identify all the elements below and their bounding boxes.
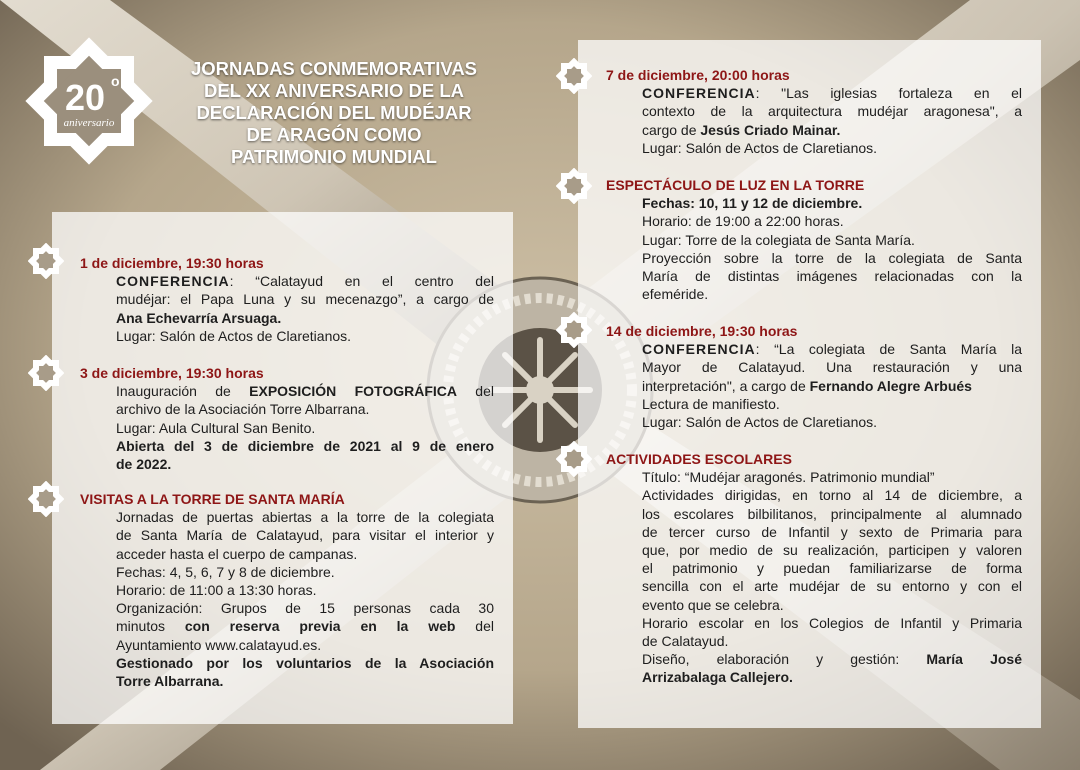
conference-label: CONFERENCIA	[116, 273, 230, 290]
event-5	[606, 176, 1022, 303]
event-3	[80, 490, 494, 690]
event-7	[606, 450, 1022, 687]
star-icon	[556, 312, 592, 348]
designer-name: Arrizabalaga Callejero.	[642, 669, 793, 686]
text-fragment: minutos	[116, 618, 185, 635]
event-line: de tercer curso de Infantil y sexto de Primaria para	[642, 523, 1022, 540]
event-line: Ayuntamiento www.calatayud.es.	[116, 636, 322, 653]
event-line: María de distintas imágenes relacionadas con la	[642, 268, 1022, 285]
event-title: ESPECTÁCULO DE LUZ EN LA TORRE	[606, 177, 865, 193]
star-icon	[28, 355, 64, 391]
event-line	[642, 84, 1022, 102]
event-dates: Abierta del 3 de diciembre de 2021 al 9 de enero	[116, 437, 494, 454]
event-line: Gestionado por los voluntarios de la Asociación	[116, 654, 494, 671]
event-title: 14 de diciembre, 19:30 horas	[606, 323, 798, 339]
logo-number: 20	[64, 77, 106, 118]
event-1	[80, 254, 494, 345]
event-dates: Fechas: 4, 5, 6, 7 y 8 de diciembre.	[116, 563, 335, 580]
event-place: Lugar: Salón de Actos de Claretianos.	[642, 414, 878, 431]
event-line	[642, 650, 1022, 668]
conference-title: : “La colegiata de Santa María la	[755, 341, 1022, 358]
text-fragment: Inauguración de	[116, 383, 250, 400]
event-place: Lugar: Aula Cultural San Benito.	[116, 419, 316, 436]
event-line	[642, 340, 1022, 358]
title-line: DE ARAGÓN COMO	[246, 124, 422, 145]
anniversary-logo	[24, 36, 154, 166]
event-title: 7 de diciembre, 20:00 horas	[606, 67, 790, 83]
event-6	[606, 322, 1022, 431]
title-line: DEL XX ANIVERSARIO DE LA	[203, 80, 465, 101]
star-icon	[28, 481, 64, 517]
event-line: sencilla con el arte mudéjar de su entorno y con el	[642, 578, 1022, 595]
event-place: Lugar: Salón de Actos de Claretianos.	[642, 139, 878, 156]
title-line: DECLARACIÓN DEL MUDÉJAR	[196, 102, 472, 123]
page-title	[150, 58, 518, 168]
event-line: Mayor de Calatayud. Una restauración y una	[642, 359, 1022, 376]
event-line	[116, 272, 494, 290]
event-dates: de 2022.	[116, 456, 172, 473]
conference-label: CONFERENCIA	[642, 341, 756, 358]
event-line: de Santa María de Calatayud, para visitar el interior y	[116, 527, 494, 544]
event-dates: Fechas: 10, 11 y 12 de diciembre.	[642, 195, 863, 212]
event-title: 1 de diciembre, 19:30 horas	[80, 255, 264, 271]
event-title: 3 de diciembre, 19:30 horas	[80, 365, 264, 381]
event-line: archivo de la Asociación Torre Albarrana.	[116, 401, 370, 418]
event-line	[642, 121, 1022, 139]
event-line: Horario escolar en los Colegios de Infantil y Primaria	[642, 614, 1022, 631]
event-2	[80, 364, 494, 473]
event-line: el patrimonio y puedan familiarizarse de forma	[642, 560, 1022, 577]
event-speaker: Fernando Alegre Arbués	[809, 377, 972, 394]
star-icon	[28, 243, 64, 279]
event-place: Lugar: Salón de Actos de Claretianos.	[116, 327, 352, 344]
conference-title: : “Calatayud en el centro del	[229, 273, 494, 290]
event-line: Organización: Grupos de 15 personas cada 30	[116, 600, 494, 617]
svg-text:o: o	[111, 73, 120, 89]
conference-label: CONFERENCIA	[642, 85, 756, 102]
event-line: efeméride.	[642, 286, 709, 303]
event-line: acceder hasta el cuerpo de campanas.	[116, 545, 358, 562]
event-line: mudéjar: el Papa Luna y su mecenazgo”, a cargo de	[116, 291, 494, 308]
event-line: que, por medio de su realización, participen y valoren	[642, 542, 1022, 559]
designer-name: María José	[926, 651, 1022, 668]
star-icon	[556, 168, 592, 204]
event-line: de Calatayud.	[642, 633, 729, 650]
text-fragment: del	[456, 383, 494, 400]
exhibition-label: EXPOSICIÓN FOTOGRÁFICA	[249, 383, 457, 400]
event-title: ACTIVIDADES ESCOLARES	[606, 451, 792, 467]
event-line: Título: “Mudéjar aragonés. Patrimonio mundial”	[642, 469, 935, 486]
logo-text: aniversario	[63, 117, 115, 129]
text-fragment: cargo de	[642, 121, 701, 138]
event-speaker: Jesús Criado Mainar.	[700, 121, 841, 138]
event-4	[606, 66, 1022, 157]
event-line: Actividades dirigidas, en torno al 14 de diciembre, a	[642, 487, 1022, 504]
title-line: PATRIMONIO MUNDIAL	[231, 146, 437, 167]
title-line: JORNADAS CONMEMORATIVAS	[190, 58, 478, 79]
event-hours: Horario: de 19:00 a 22:00 horas.	[642, 213, 844, 230]
event-line: los escolares bilbilitanos, principalmente al alumnado	[642, 505, 1022, 522]
event-line: evento que se celebra.	[642, 596, 784, 613]
text-fragment: Diseño, elaboración y gestión:	[642, 651, 927, 668]
event-title: VISITAS A LA TORRE DE SANTA MARÍA	[80, 491, 345, 507]
event-line	[116, 617, 494, 635]
event-line: Lectura de manifiesto.	[642, 395, 780, 412]
star-badge-icon	[24, 36, 154, 166]
event-line: Jornadas de puertas abiertas a la torre de la colegiata	[116, 509, 494, 526]
event-line: Proyección sobre la torre de la colegiata de Santa	[642, 249, 1022, 266]
event-place: Lugar: Torre de la colegiata de Santa María.	[642, 231, 915, 248]
reservation-note: con reserva previa en la web	[184, 618, 456, 635]
text-fragment: interpretación", a cargo de	[642, 377, 810, 394]
conference-title: : "Las iglesias fortaleza en el	[755, 85, 1022, 102]
event-line	[642, 377, 1022, 395]
star-icon	[556, 441, 592, 477]
event-line	[116, 382, 494, 400]
event-line: contexto de la arquitectura mudéjar aragonesa", a	[642, 103, 1022, 120]
event-speaker: Ana Echevarría Arsuaga.	[116, 309, 282, 326]
text-fragment: del	[455, 618, 494, 635]
star-icon	[556, 58, 592, 94]
event-hours: Horario: de 11:00 a 13:30 horas.	[116, 582, 317, 599]
event-line: Torre Albarrana.	[116, 673, 224, 690]
